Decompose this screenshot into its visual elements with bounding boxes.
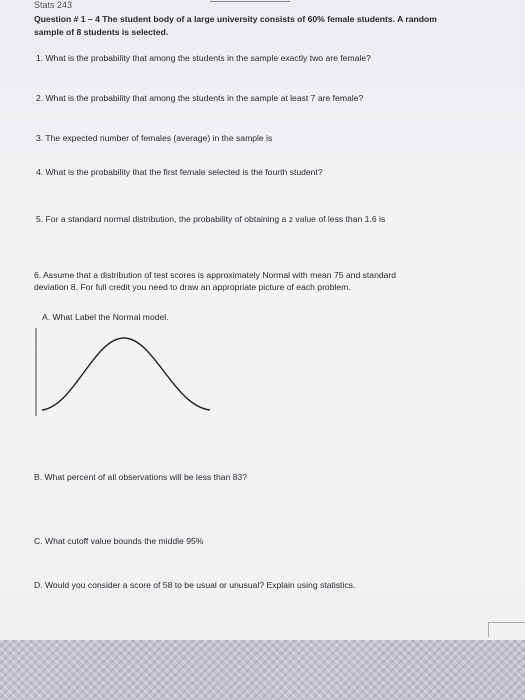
question-6-part-b: B. What percent of all observations will be less than 83? [34,472,248,482]
course-header: Stats 243 [34,0,73,10]
question-6-part-d: D. Would you consider a score of 58 to be usual or unusual? Explain using statistics. [34,580,356,590]
question-6-part-c: C. What cutoff value bounds the middle 95% [34,536,204,546]
question-2: 2. What is the probability that among the students in the sample at least 7 are female? [36,93,364,103]
intro-line-1: Question # 1 – 4 The student body of a large university consists of 60% female students. A random [34,14,437,24]
header-rule [210,1,290,2]
intro-line-2: sample of 8 students is selected. [34,27,169,37]
question-5: 5. For a standard normal distribution, the probability of obtaining a z value of less than 1.6 is [36,214,386,224]
page-corner-mark [488,622,525,637]
question-4: 4. What is the probability that the first female selected is the fourth student? [36,167,323,177]
normal-curve-sketch [34,328,214,418]
question-6-line-2: deviation 8. For full credit you need to draw an appropriate picture of each problem. [34,282,351,292]
question-6-line-1: 6. Assume that a distribution of test scores is approximately Normal with mean 75 and standard [34,270,397,280]
tablecloth-background [0,640,525,700]
question-1: 1. What is the probability that among the students in the sample exactly two are female? [36,53,371,63]
question-6-part-a: A. What Label the Normal model. [42,312,169,322]
question-3: 3. The expected number of females (average) in the sample is [36,133,273,143]
